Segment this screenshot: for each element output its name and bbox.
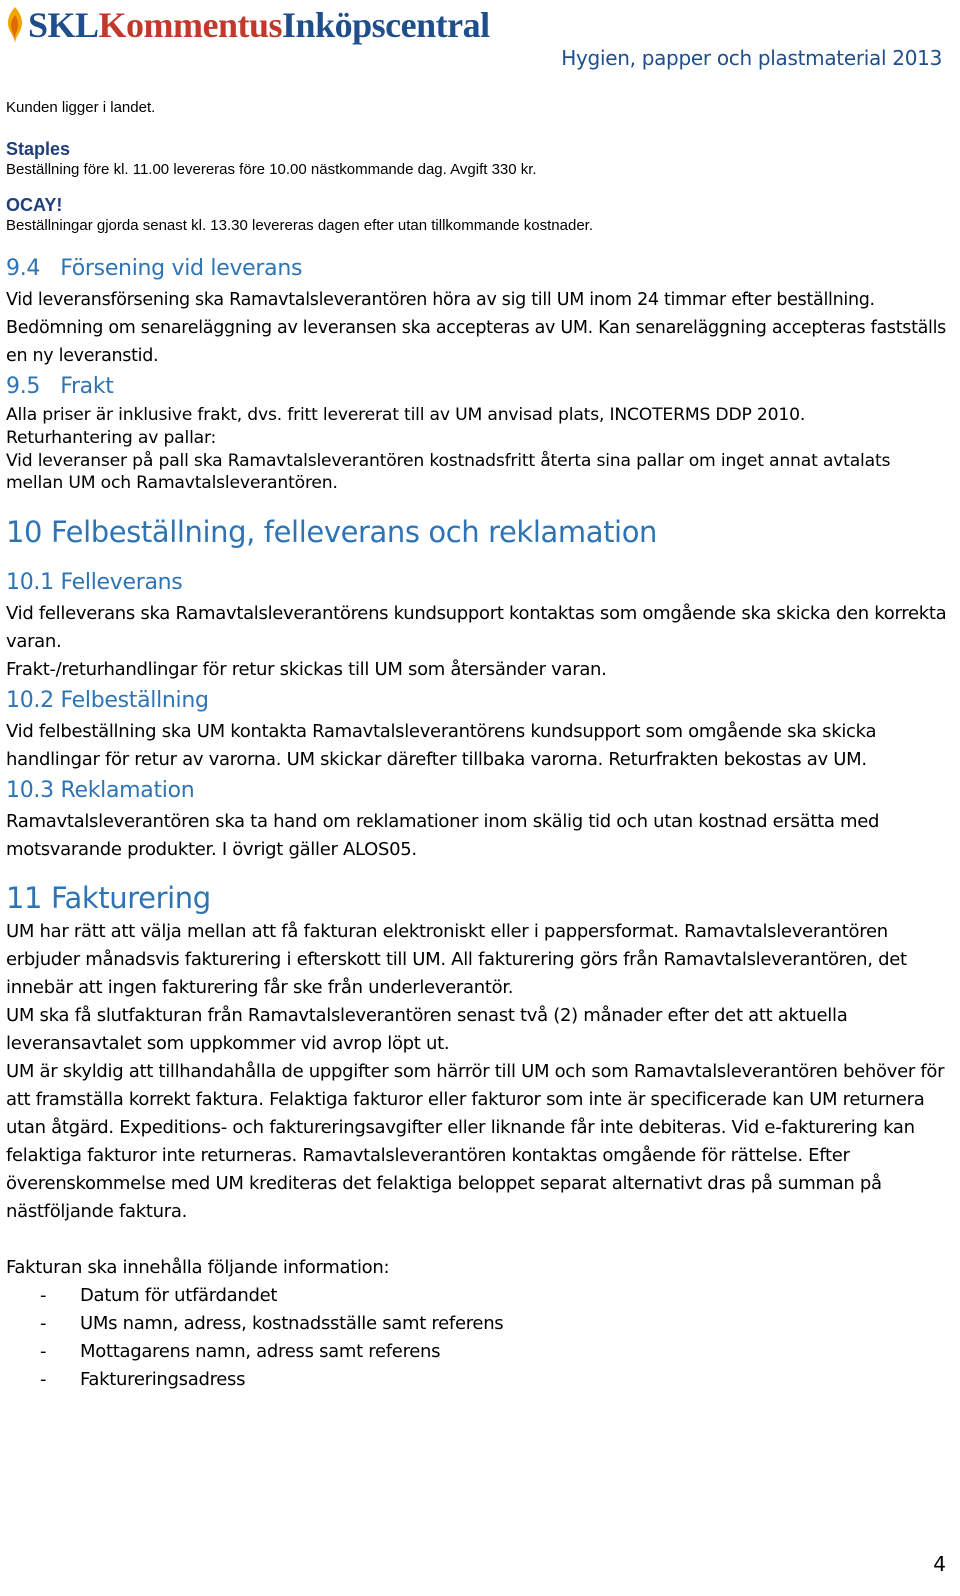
list-item: - Mottagarens namn, adress samt referens <box>40 1341 441 1362</box>
paragraph-10-1-b: Frakt-/returhandlingar för retur skickas till UM som återsänder varan. <box>6 659 607 680</box>
invoice-requirements-list <box>6 1282 952 1394</box>
supplier-ocay-name: OCAY! <box>6 195 63 215</box>
skl-kommentus-logo <box>4 2 490 48</box>
heading-11: 11 Fakturering <box>6 881 211 915</box>
paragraph-10-3: Ramavtalsleverantören ska ta hand om reklamationer inom skälig tid och utan kostnad ersätta med motsvarande produkter. I övrigt gäller ALOS05. <box>6 811 880 860</box>
page-number: 4 <box>933 1552 946 1576</box>
heading-9-4: 9.4 Försening vid leverans <box>6 256 303 281</box>
heading-10-1: 10.1 Felleverans <box>6 570 183 595</box>
leaf-flame-icon <box>4 5 26 45</box>
paragraph-9-5-returhantering-label: Returhantering av pallar: <box>6 428 217 448</box>
paragraph-11-c: UM är skyldig att tillhandahålla de uppgifter som härrör till UM och som Ramavtalsleverantören behöver för att framställa korrekt faktura. Felaktiga fakturor eller fakturor som inte är specificerade kan UM returnera utan åtgärd. Expeditions- och faktureringsavgifter eller liknande får inte debiteras. Vid e-fakturering kan felaktiga fakturor inte returneras. Ramavtalsleverantören kontaktas omgående för rättelse. Efter överenskommelse med UM krediteras det felaktiga beloppet separat alternativt dras på summan på nästföljande faktura. <box>6 1061 945 1222</box>
logo-inkopscentral: Inköpscentral <box>282 5 490 45</box>
page-header <box>0 0 960 80</box>
heading-10: 10 Felbeställning, felleverans och reklamation <box>6 515 658 549</box>
supplier-staples-name: Staples <box>6 139 71 159</box>
paragraph-9-4: Vid leveransförsening ska Ramavtalsleverantören höra av sig till UM inom 24 timmar efter beställning. Bedömning om senareläggning av leveransen ska accepteras av UM. Kan senareläggning accepteras fastställs en ny leveranstid. <box>6 290 946 366</box>
paragraph-10-1-a: Vid felleverans ska Ramavtalsleverantörens kundsupport kontaktas som omgående ska skicka den korrekta varan. <box>6 603 947 652</box>
logo-kommentus: Kommentus <box>98 5 283 45</box>
list-item: - UMs namn, adress, kostnadsställe samt referens <box>40 1313 504 1334</box>
paragraph-9-5-frakt: Alla priser är inklusive frakt, dvs. fritt levererat till av UM anvisad plats, INCOTERMS DDP 2010. <box>6 405 806 425</box>
paragraph-9-5-pallar: Vid leveranser på pall ska Ramavtalsleverantören kostnadsfritt återta sina pallar om inget annat avtalats mellan UM och Ramavtalsleverantören. <box>6 451 891 493</box>
intro-text: Kunden ligger i landet. <box>6 99 156 116</box>
supplier-staples-text: Beställning före kl. 11.00 levereras före 10.00 nästkommande dag. Avgift 330 kr. <box>6 161 537 178</box>
heading-10-2: 10.2 Felbeställning <box>6 688 209 713</box>
heading-9-5: 9.5 Frakt <box>6 374 114 399</box>
list-item: - Faktureringsadress <box>40 1369 246 1390</box>
list-item: - Datum för utfärdandet <box>40 1285 278 1306</box>
paragraph-11-b: UM ska få slutfakturan från Ramavtalsleverantören senast två (2) månader efter det att aktuella leveransavtalet som uppkommer vid avrop löpt ut. <box>6 1005 848 1054</box>
document-body <box>6 98 952 1394</box>
document-title: Hygien, papper och plastmaterial 2013 <box>561 46 942 70</box>
supplier-ocay-text: Beställningar gjorda senast kl. 13.30 levereras dagen efter utan tillkommande kostnader. <box>6 217 594 234</box>
paragraph-10-2: Vid felbeställning ska UM kontakta Ramavtalsleverantörens kundsupport som omgående ska skicka handlingar för retur av varorna. UM skickar därefter tillbaka varorna. Returfrakten bekostas av UM. <box>6 721 877 770</box>
heading-10-3: 10.3 Reklamation <box>6 778 195 803</box>
paragraph-11-d: Fakturan ska innehålla följande information: <box>6 1257 390 1278</box>
logo-skl: SKL <box>28 5 99 45</box>
paragraph-11-a: UM har rätt att välja mellan att få fakturan elektroniskt eller i pappersformat. Ramavtalsleverantören erbjuder månadsvis fakturering i efterskott till UM. All fakturering görs från Ramavtalsleverantören, det innebär att ingen fakturering får ske från underleverantör. <box>6 921 907 998</box>
